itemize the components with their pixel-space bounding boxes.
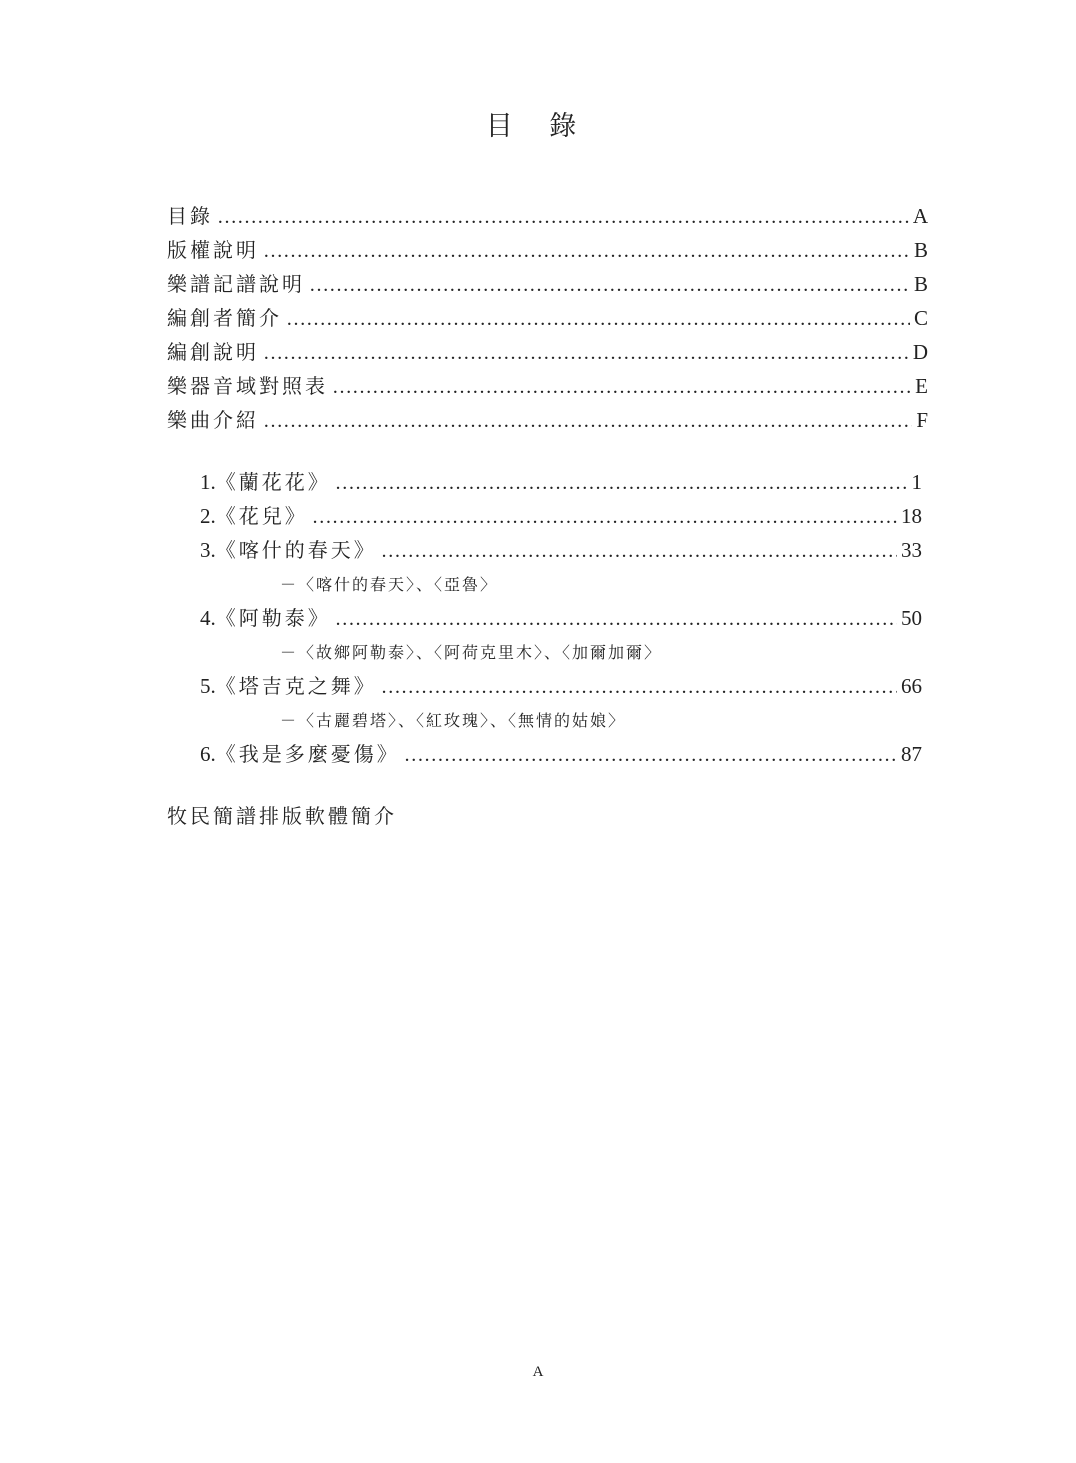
toc-label: 樂器音域對照表 (167, 374, 328, 398)
song-subtitles: －〈古麗碧塔〉、〈紅玫瑰〉、〈無情的姑娘〉 (280, 711, 627, 730)
dot-leader (286, 308, 910, 331)
toc-page-ref: F (916, 408, 928, 432)
song-page: 1 (911, 470, 922, 494)
song-entry[interactable] (200, 670, 922, 700)
dot-leader (263, 410, 912, 433)
toc-entry[interactable] (167, 404, 928, 434)
song-page: 33 (901, 538, 922, 562)
dot-leader (309, 274, 910, 297)
song-page: 66 (901, 674, 922, 698)
song-title: 《阿勒泰》 (215, 606, 331, 630)
toc-entry[interactable] (167, 200, 928, 230)
dot-leader (335, 472, 908, 495)
page-title: 目 錄 (485, 111, 591, 142)
song-page: 50 (901, 606, 922, 630)
song-number: 5. (200, 674, 216, 698)
toc-label: 版權說明 (167, 238, 259, 262)
page-number: A (532, 1364, 544, 1380)
song-title: 《蘭花花》 (215, 470, 331, 494)
toc-entry[interactable] (167, 336, 928, 366)
toc-entry[interactable] (167, 302, 928, 332)
song-title: 《花兒》 (215, 504, 308, 528)
dot-leader (381, 676, 897, 699)
toc-entry[interactable] (167, 234, 928, 264)
dot-leader (312, 506, 897, 529)
song-page: 18 (901, 504, 922, 528)
dot-leader (381, 540, 897, 563)
song-entry[interactable] (200, 738, 922, 768)
appendix-entry[interactable]: 牧民簡譜排版軟體簡介 (167, 804, 397, 828)
song-number: 4. (200, 606, 216, 630)
song-title: 《塔吉克之舞》 (215, 674, 377, 698)
song-number: 2. (200, 504, 216, 528)
toc-page-ref: D (912, 340, 928, 364)
song-entry[interactable] (200, 534, 922, 564)
toc-page-ref: C (913, 306, 928, 330)
toc-entry[interactable] (167, 370, 928, 400)
toc-entry[interactable] (167, 268, 928, 298)
song-number: 1. (200, 470, 216, 494)
song-entry[interactable] (200, 466, 922, 496)
toc-label: 編創者簡介 (167, 306, 282, 330)
song-subtitles: －〈故鄉阿勒泰〉、〈阿荷克里木〉、〈加爾加爾〉 (280, 643, 663, 662)
dot-leader (263, 342, 909, 365)
toc-label: 樂譜記譜說明 (167, 272, 305, 296)
song-page: 87 (901, 742, 922, 766)
toc-label: 編創說明 (167, 340, 259, 364)
toc-page-ref: B (913, 238, 928, 262)
song-number: 6. (200, 742, 216, 766)
dot-leader (332, 376, 911, 399)
toc-label: 樂曲介紹 (167, 408, 259, 432)
song-title: 《喀什的春天》 (215, 538, 377, 562)
dot-leader (404, 744, 897, 767)
song-entry[interactable] (200, 602, 922, 632)
dot-leader (263, 240, 910, 263)
toc-page-ref: B (913, 272, 928, 296)
song-title: 《我是多麼憂傷》 (215, 742, 400, 766)
toc-label: 目錄 (167, 204, 213, 228)
song-subtitles: －〈喀什的春天〉、〈亞魯〉 (280, 575, 499, 594)
dot-leader (217, 206, 909, 229)
song-entry[interactable] (200, 500, 922, 530)
toc-page-ref: A (912, 204, 928, 228)
song-number: 3. (200, 538, 216, 562)
dot-leader (335, 608, 897, 631)
toc-page-ref: E (915, 374, 928, 398)
